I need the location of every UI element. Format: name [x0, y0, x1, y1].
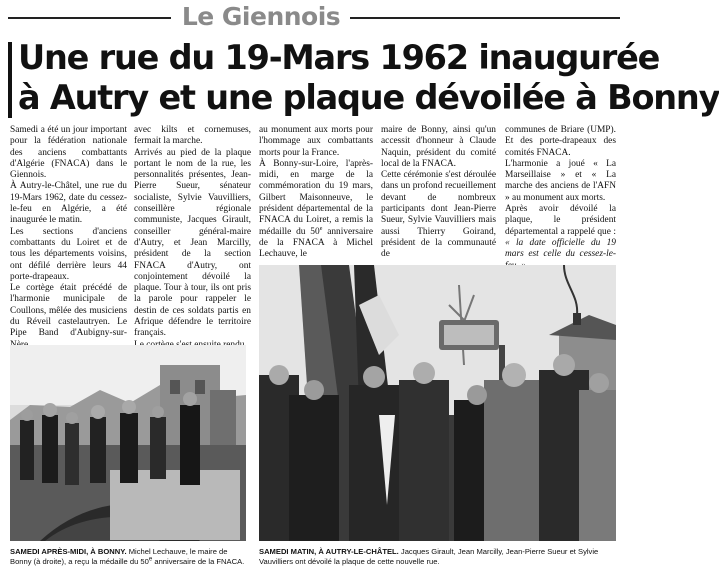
paragraph-text: Après avoir dévoilé la plaque, le président départemental a rappelé que : — [505, 204, 616, 237]
paragraph: Arrivés au pied de la plaque portant le nom de la rue, les personnalités présentes, Jean-Pierre Sueur, sénateur socialiste, Sylvie Vauvilliers, conseillère régionale communiste, Jacques Girault, conseiller général-maire d'Autry, et Jean Marcilly, président de la section FNACA d'Autry, ont conjointement dévoilé la plaque. Tour à tour, ils ont pris la parole pour rappeler le destin de ces soldats partis en Afrique défendre le territoire français. — [134, 147, 251, 339]
caption-lead: SAMEDI APRÈS-MIDI, À BONNY. — [10, 547, 127, 556]
paragraph: L'harmonie a joué « La Marseillaise » et « La marche des anciens de l'AFN » au monument aux morts. — [505, 158, 616, 203]
paragraph-text: anniversaire de la FNACA à Michel Lechauve, le — [259, 226, 373, 260]
caption-text: anniversaire de la FNACA. — [152, 556, 245, 566]
section-label: Le Giennois — [181, 2, 341, 31]
article-column-2 — [134, 125, 251, 351]
article-column-5 — [505, 125, 616, 272]
paragraph: Cette cérémonie s'est déroulée dans un profond recueillement devant de nombreux participants dont Jean-Pierre Sueur, Sylvie Vauvilliers mais aussi Thierry Goirand, président de la communauté de — [381, 170, 496, 260]
section-rule-left — [8, 17, 171, 19]
quote-text: « la date officielle du 19 mars est celle du cessez-le- — [505, 237, 616, 260]
article-column-1 — [10, 125, 127, 351]
paragraph: maire de Bonny, ainsi qu'un accessit d'honneur à Claude Naquin, président du comité local de la FNACA. — [381, 125, 496, 169]
paragraph-text: À Bonny-sur-Loire, l'après-midi, en marge de la commémoration du 19 mars, Gilbert Maisonneuve, le président départemental de la FNACA du Loiret, a remis la médaille du 50 — [259, 158, 373, 237]
caption-lead: SAMEDI MATIN, À AUTRY-LE-CHÂTEL. — [259, 547, 399, 556]
caption-left — [10, 547, 246, 566]
paragraph: avec kilts et cornemuses, fermait la marche. — [134, 125, 251, 147]
headline-line-1: Une rue du 19-Mars 1962 inaugurée — [18, 38, 660, 77]
photo-autry-image — [259, 265, 616, 541]
article-column-4 — [381, 125, 496, 261]
paragraph: au monument aux morts pour l'hommage aux combattants morts pour la France. — [259, 125, 373, 158]
paragraph: À Autry-le-Châtel, une rue du 19-Mars 1962, date du cessez-le-feu en Algérie, a été inaugurée le matin. — [10, 181, 127, 226]
paragraph — [505, 204, 616, 272]
paragraph: Samedi a été un jour important pour la fédération nationale des anciens combattants d'Algérie (FNACA) dans le Giennois. — [10, 125, 127, 181]
article-column-3 — [259, 125, 373, 261]
caption-text: Jacques Girault, Jean Marcilly, Jean-Pierre Sueur et Sylvie Vauvilliers ont dévoilé la plaque de cette nouvelle rue. — [259, 547, 599, 566]
paragraph: communes de Briare (UMP). Et des porte-drapeaux des comités FNACA. — [505, 125, 616, 158]
paragraph: Le cortège était précédé de l'harmonie municipale de Coullons, mêlée des musiciens du Réveil castelautryen. Le Pipe Band d'Aubigny-sur- — [10, 283, 127, 339]
photo-autry-ceremony — [259, 265, 616, 541]
photo-bonny-ceremony — [10, 345, 246, 541]
caption-text: Michel Lechauve, le maire de Bonny (à droite), a reçu la médaille du 50 — [10, 547, 228, 566]
superscript: e — [319, 225, 323, 232]
article-headline — [8, 38, 719, 118]
section-header — [8, 2, 620, 34]
caption-superscript: e — [148, 556, 153, 563]
caption-right — [259, 547, 616, 566]
paragraph — [259, 159, 373, 261]
headline-bar — [8, 42, 12, 118]
photo-bonny-image — [10, 345, 246, 541]
section-rule-right — [350, 17, 620, 19]
paragraph: Les sections d'anciens combattants du Loiret et de tous les départements voisins, ont défilé derrière leurs 44 porte-drapeaux. — [10, 226, 127, 282]
headline-line-2: à Autry et une plaque dévoilée à Bonny — [18, 78, 719, 117]
